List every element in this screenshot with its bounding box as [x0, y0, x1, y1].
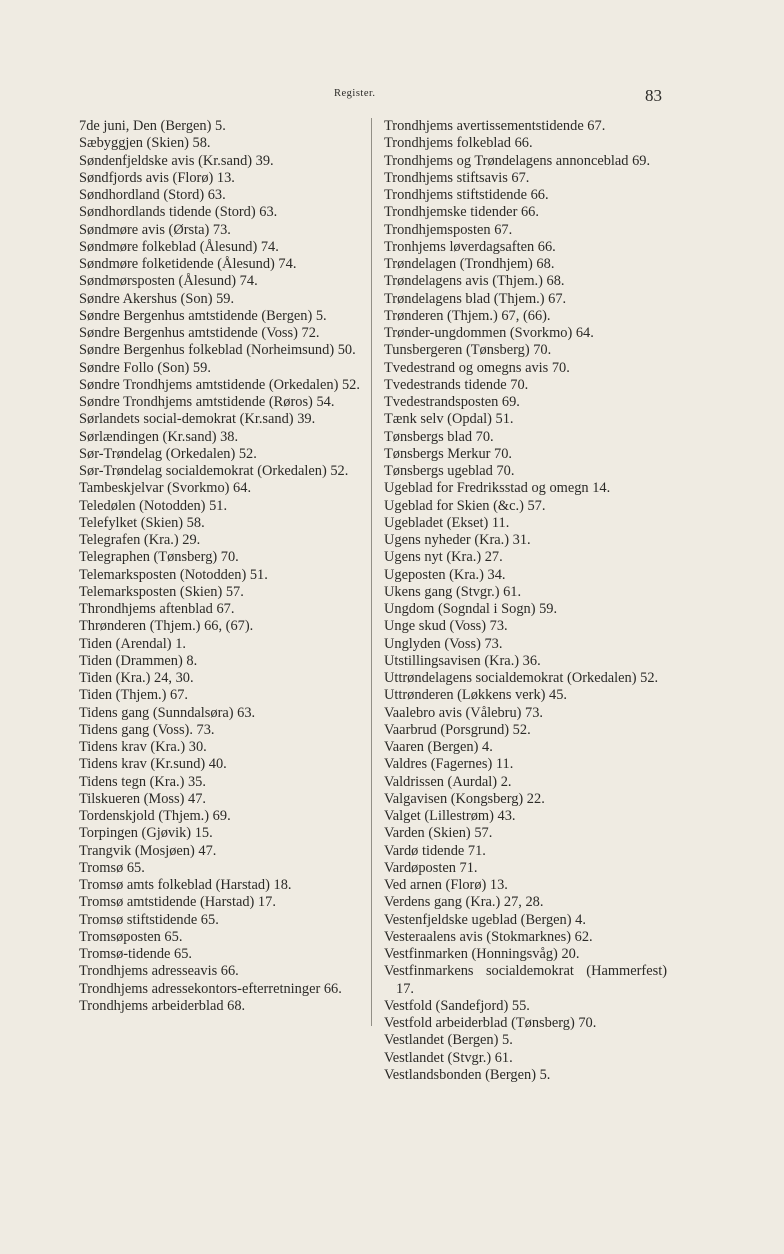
index-entry: Tromsø 65. [79, 859, 145, 876]
index-entry: Valdrissen (Aurdal) 2. [384, 773, 512, 790]
index-entry: Trøndelagens blad (Thjem.) 67. [384, 290, 567, 307]
column-divider [371, 118, 372, 1026]
index-entry: Ugens nyheder (Kra.) 31. [384, 532, 531, 548]
index-entry: Vestlandet (Stvgr.) 61. [384, 1049, 513, 1066]
index-column-left [79, 118, 361, 1015]
index-entry: Ugeposten (Kra.) 34. [384, 566, 506, 583]
index-entry: Søndmøre folkeblad (Ålesund) 74. [79, 238, 279, 255]
index-entry: Søndmøre folketidende (Ålesund) 74. [79, 256, 297, 272]
index-entry: Teledølen (Notodden) 51. [79, 497, 228, 514]
index-entry: Tunsbergeren (Tønsberg) 70. [384, 342, 552, 359]
index-entry: Søndre Trondhjems amtstidende (Orkedalen) 52. [79, 376, 360, 393]
index-entry: Trondhjems stiftsavis 67. [384, 169, 530, 186]
index-entry: Telegrafen (Kra.) 29. [79, 532, 201, 548]
index-entry: Unge skud (Voss) 73. [384, 618, 508, 635]
index-entry: Ved arnen (Florø) 13. [384, 877, 508, 893]
index-entry: Torpingen (Gjøvik) 15. [79, 825, 213, 842]
index-entry: Throndhjems aftenblad 67. [79, 601, 235, 617]
page-number: 83 [645, 86, 662, 105]
index-entry: Tromsø stiftstidende 65. [79, 911, 219, 928]
index-entry: Sør-Trøndelag socialdemokrat (Orkedalen) 52. [79, 463, 349, 479]
index-entry: Søndre Bergenhus amtstidende (Bergen) 5. [79, 307, 327, 324]
index-entry: Vestenfjeldske ugeblad (Bergen) 4. [384, 911, 586, 928]
index-entry: Vardøposten 71. [384, 859, 478, 876]
index-entry: Vardø tidende 71. [384, 842, 486, 859]
index-entry: Vestfold arbeiderblad (Tønsberg) 70. [384, 1015, 597, 1031]
index-entry: Tidens gang (Voss). 73. [79, 721, 215, 738]
index-entry: Telegraphen (Tønsberg) 70. [79, 549, 239, 566]
index-entry: Ungdom (Sogndal i Sogn) 59. [384, 601, 558, 617]
index-entry: Tidens gang (Sunndalsøra) 63. [79, 704, 256, 721]
index-entry: Tønsbergs ugeblad 70. [384, 463, 515, 479]
index-entry: Uttrøndelagens socialdemokrat (Orkedalen) 52. [384, 670, 659, 686]
index-entry: Unglyden (Voss) 73. [384, 635, 503, 652]
index-entry: Ugebladet (Ekset) 11. [384, 514, 510, 531]
index-entry: Trondhjemske tidender 66. [384, 204, 539, 221]
index-entry: Trondhjemsposten 67. [384, 221, 513, 238]
index-entry: Vestlandsbonden (Bergen) 5. [384, 1066, 551, 1083]
index-entry: Sæbyggjen (Skien) 58. [79, 135, 211, 152]
index-entry: Vestfinmarkens socialdemokrat (Hammerfest) 17. [384, 963, 667, 997]
index-entry: Tilskueren (Moss) 47. [79, 790, 206, 807]
index-entry: Tvedestrand og omegns avis 70. [384, 359, 570, 376]
index-entry: Tiden (Drammen) 8. [79, 652, 198, 669]
index-entry: Søndre Bergenhus amtstidende (Voss) 72. [79, 325, 320, 341]
index-entry: Tvedestrands tidende 70. [384, 376, 529, 393]
running-title: Register. [334, 88, 376, 99]
index-entry: Tiden (Kra.) 24, 30. [79, 670, 194, 686]
index-entry: Trondhjems adresseavis 66. [79, 963, 239, 980]
index-entry: Trondhjems avertissementstidende 67. [384, 118, 606, 134]
index-entry: Søndfjords avis (Florø) 13. [79, 169, 235, 186]
index-entry: Trønderen (Thjem.) 67, (66). [384, 307, 551, 324]
index-entry: Varden (Skien) 57. [384, 825, 493, 842]
index-entry: Tordenskjold (Thjem.) 69. [79, 808, 231, 824]
index-entry: Thrønderen (Thjem.) 66, (67). [79, 618, 254, 635]
index-column-right [384, 118, 667, 1084]
index-entry: Vaarbrud (Porsgrund) 52. [384, 721, 531, 738]
index-entry: Utstillingsavisen (Kra.) 36. [384, 652, 541, 669]
index-entry: Tromsø-tidende 65. [79, 946, 192, 962]
index-entry: Søndre Follo (Son) 59. [79, 359, 211, 376]
index-entry: Søndenfjeldske avis (Kr.sand) 39. [79, 152, 274, 169]
index-entry: Tromsø amtstidende (Harstad) 17. [79, 894, 276, 911]
index-entry: Valget (Lillestrøm) 43. [384, 808, 516, 824]
index-entry: Søndre Trondhjems amtstidende (Røros) 54. [79, 394, 335, 410]
index-entry: Vestfinmarken (Honningsvåg) 20. [384, 946, 580, 962]
index-entry: Vaaren (Bergen) 4. [384, 739, 493, 755]
index-entry: Søndmøre avis (Ørsta) 73. [79, 221, 231, 238]
index-entry: Vestfold (Sandefjord) 55. [384, 997, 530, 1014]
index-entry: Trondhjems adressekontors-efterretninger 66. [79, 980, 342, 997]
index-entry: Trondhjems folkeblad 66. [384, 135, 533, 152]
index-entry: Tidens tegn (Kra.) 35. [79, 773, 206, 790]
index-entry: 7de juni, Den (Bergen) 5. [79, 118, 226, 134]
index-entry: Tromsø amts folkeblad (Harstad) 18. [79, 877, 292, 893]
index-entry: Tønsbergs blad 70. [384, 428, 494, 445]
index-entry: Tønsbergs Merkur 70. [384, 445, 513, 462]
index-entry: Søndre Bergenhus folkeblad (Norheimsund) 50. [79, 342, 356, 359]
index-entry: Tidens krav (Kr.sund) 40. [79, 756, 227, 773]
index-entry: Trondhjems arbeiderblad 68. [79, 997, 246, 1014]
index-entry: Trøndelagen (Trondhjem) 68. [384, 256, 555, 272]
index-entry: Vesteraalens avis (Stokmarknes) 62. [384, 928, 593, 945]
index-entry: Tiden (Thjem.) 67. [79, 687, 188, 704]
index-entry: Tænk selv (Opdal) 51. [384, 411, 514, 428]
page-header [0, 88, 784, 108]
index-entry: Tvedestrandsposten 69. [384, 394, 520, 410]
index-entry: Ukens gang (Stvgr.) 61. [384, 583, 522, 600]
index-entry: Trøndelagens avis (Thjem.) 68. [384, 273, 565, 290]
index-entry: Valgavisen (Kongsberg) 22. [384, 790, 545, 807]
index-entry: Trønder-ungdommen (Svorkmo) 64. [384, 325, 594, 341]
index-entry: Tiden (Arendal) 1. [79, 635, 186, 652]
index-entry: Trondhjems og Trøndelagens annonceblad 69. [384, 152, 651, 169]
index-entry: Sør-Trøndelag (Orkedalen) 52. [79, 445, 257, 462]
index-entry: Søndmørsposten (Ålesund) 74. [79, 273, 258, 290]
index-entry: Verdens gang (Kra.) 27, 28. [384, 894, 544, 911]
index-entry: Sørlandets social-demokrat (Kr.sand) 39. [79, 411, 316, 428]
index-entry: Ugens nyt (Kra.) 27. [384, 549, 503, 566]
index-entry: Søndhordlands tidende (Stord) 63. [79, 204, 278, 221]
index-entry: Ugeblad for Skien (&c.) 57. [384, 497, 546, 514]
index-entry: Ugeblad for Fredriksstad og omegn 14. [384, 480, 611, 497]
index-entry: Vaalebro avis (Vålebru) 73. [384, 704, 544, 721]
index-entry: Vestlandet (Bergen) 5. [384, 1032, 513, 1049]
index-entry: Trondhjems stiftstidende 66. [384, 187, 549, 203]
index-entry: Tidens krav (Kra.) 30. [79, 739, 207, 755]
index-entry: Telefylket (Skien) 58. [79, 514, 205, 531]
index-entry: Valdres (Fagernes) 11. [384, 756, 514, 773]
index-entry: Søndre Akershus (Son) 59. [79, 290, 235, 307]
index-entry: Sørlændingen (Kr.sand) 38. [79, 428, 239, 445]
index-entry: Tronhjems løverdagsaften 66. [384, 238, 556, 255]
index-entry: Uttrønderen (Løkkens verk) 45. [384, 687, 568, 704]
index-entry: Telemarksposten (Notodden) 51. [79, 566, 268, 583]
index-entry: Søndhordland (Stord) 63. [79, 187, 226, 203]
index-entry: Tromsøposten 65. [79, 928, 183, 945]
index-entry: Tambeskjelvar (Svorkmo) 64. [79, 480, 252, 497]
index-entry: Telemarksposten (Skien) 57. [79, 583, 244, 600]
index-entry: Trangvik (Mosjøen) 47. [79, 842, 217, 859]
